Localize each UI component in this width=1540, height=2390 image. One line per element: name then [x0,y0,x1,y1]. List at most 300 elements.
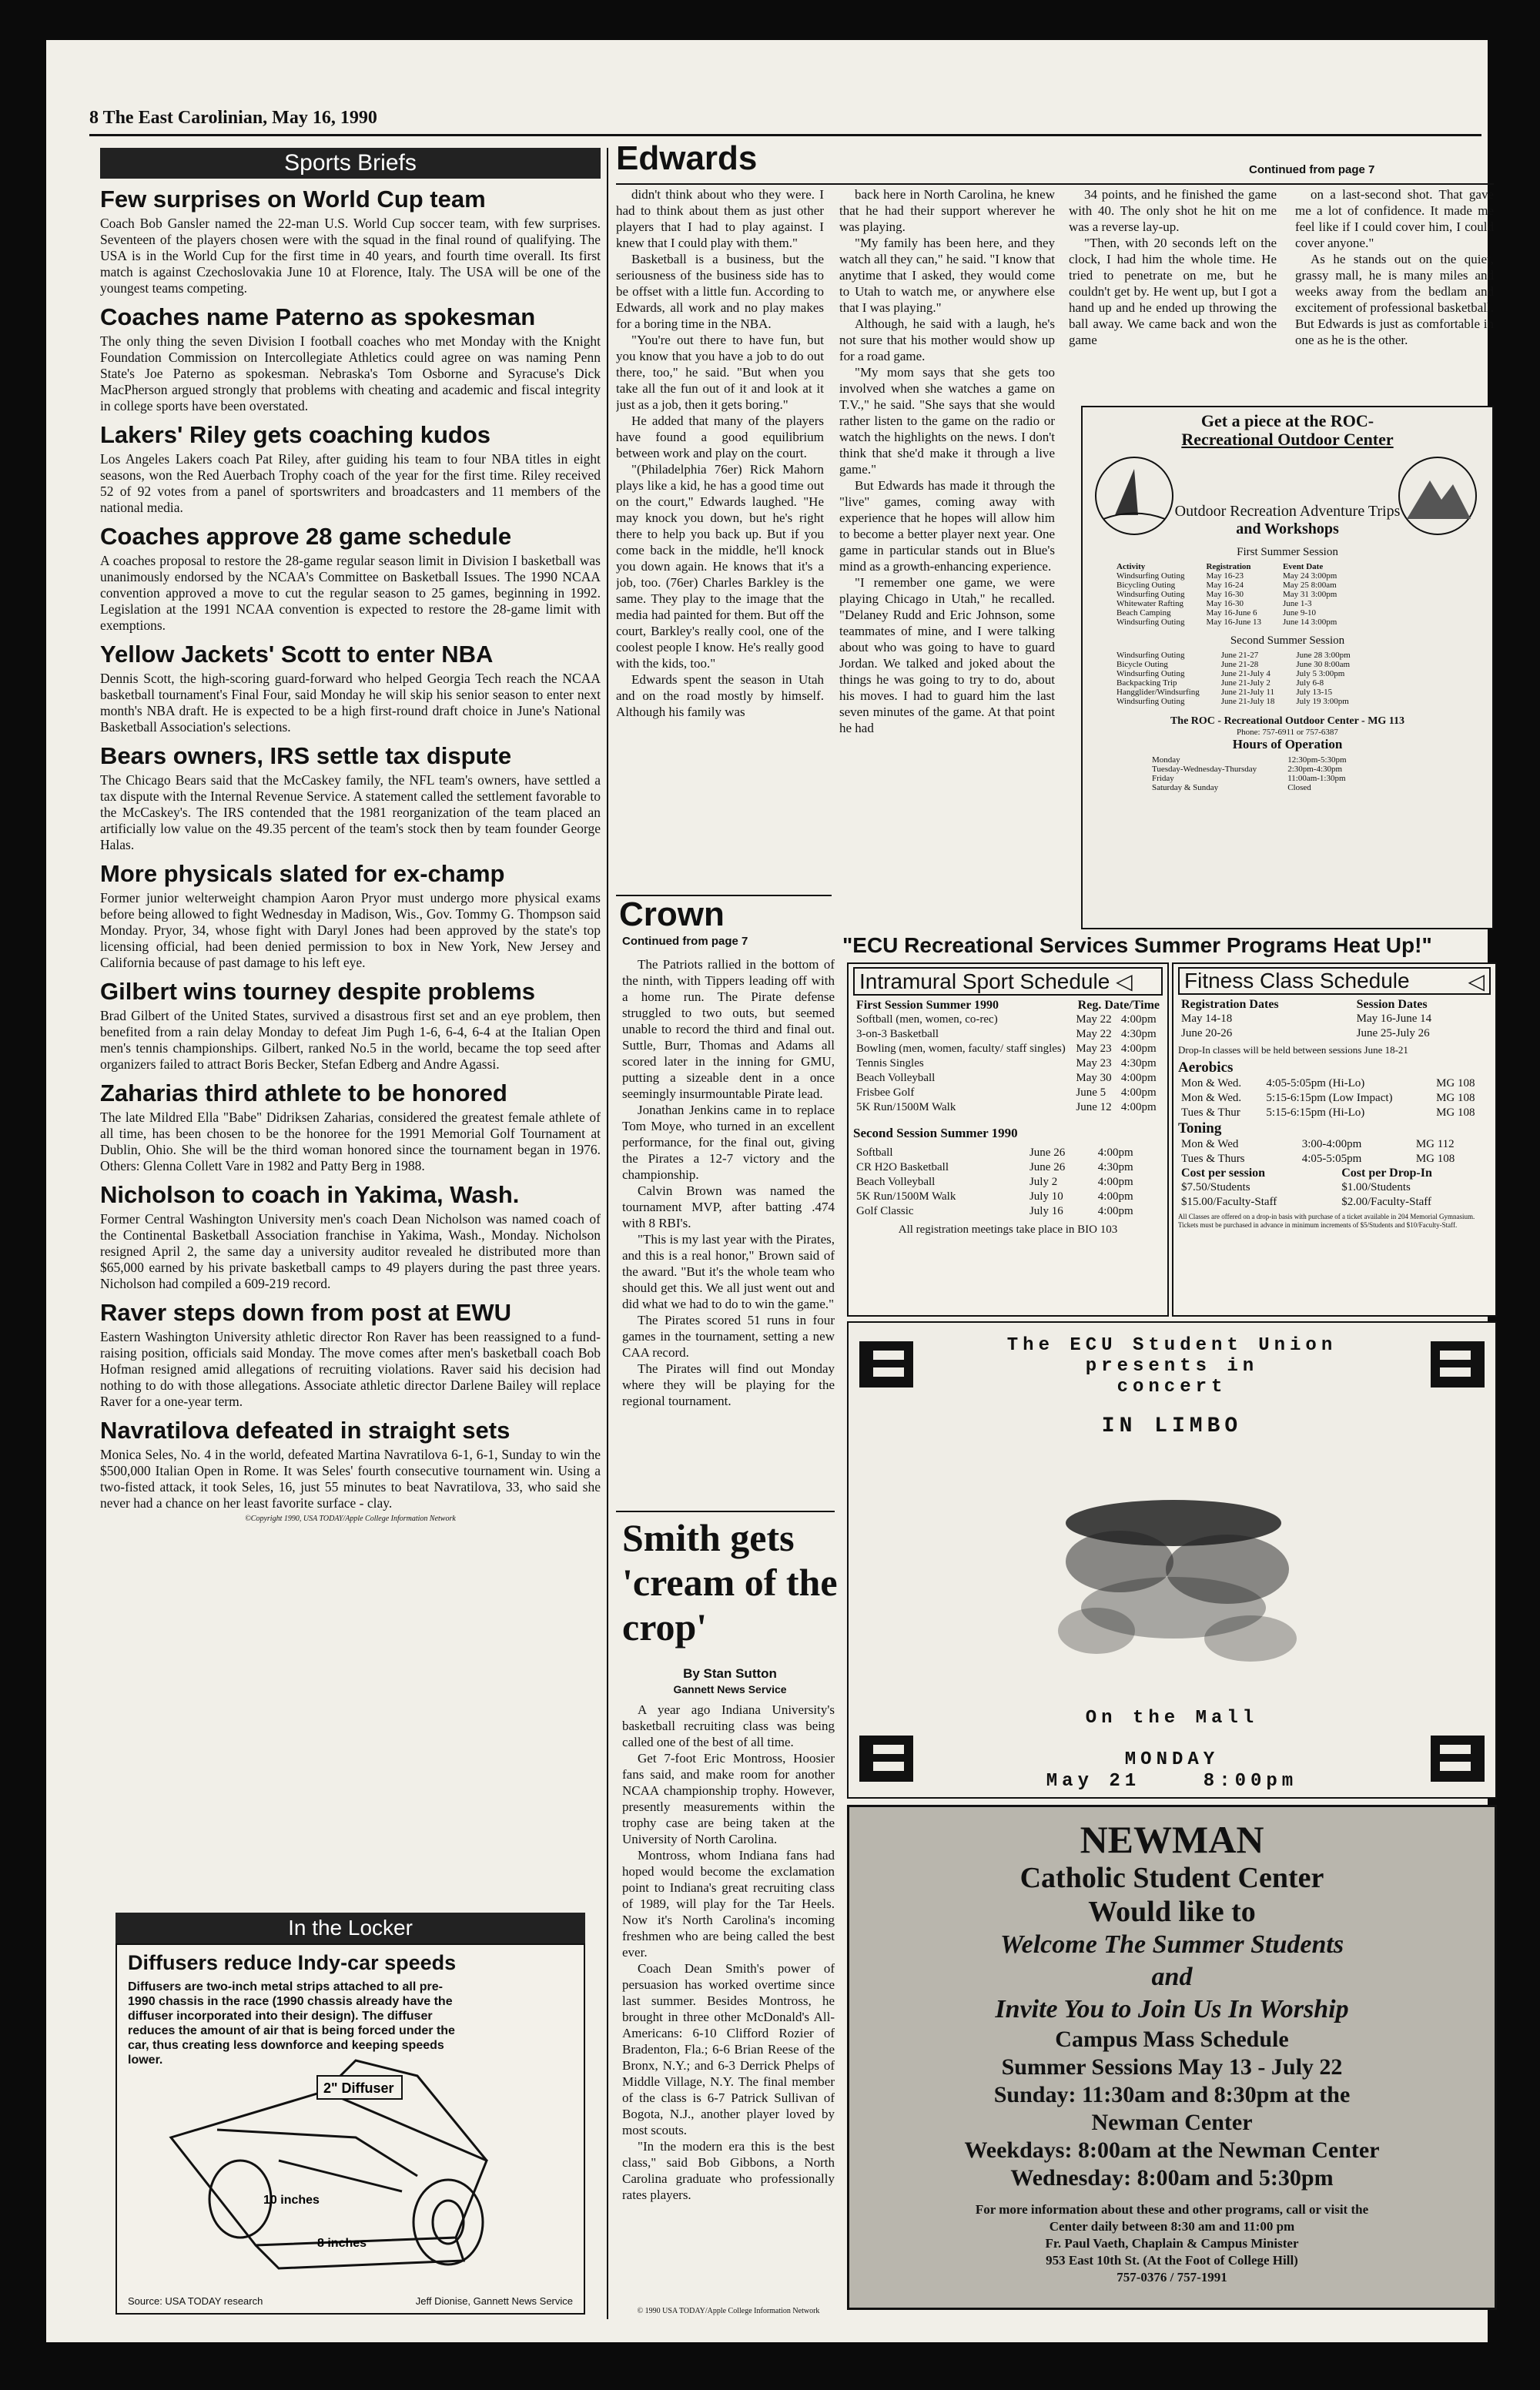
brief-body: Brad Gilbert of the United States, survived a disastrous first set and an eye problem, then benefited from a rain delay Monday to defeat Jim Pugh 1-6, 6-4, 6-4 at the Italian Open men's tennis championships. Gilbert, ranked No.5 in the world, became the top seed after organizers failed to attract Boris Becker, Stefan Edberg and Andre Agassi. [100,1008,601,1072]
table-cell: June 25-July 26 [1356,1027,1430,1039]
table-cell: 4:30pm [1120,1028,1157,1040]
top-rule [89,134,1481,136]
story-paragraph: "My family has been here, and they watch all they can," he said. "I know that anytime that I asked, they would come to Utah to watch me, or anywhere else that I was playing." [839,236,1055,315]
newman-line-6: Campus Mass Schedule [1055,2027,1289,2052]
table-row [1106,599,1348,608]
sailboat-icon [1092,454,1177,538]
roc-col-header: Event Date [1282,562,1324,571]
table-cell: June 21-28 [1220,660,1259,669]
concert-date-time [849,1771,1495,1792]
newspaper-page [46,40,1494,2342]
table-row [1106,618,1348,627]
table-row [853,1160,1163,1175]
roc-phone: Phone: 757-6911 or 757-6387 [1237,728,1338,737]
table-cell: May 14-18 [1181,1013,1233,1025]
story-paragraph: The Patriots rallied in the bottom of the ninth, with Tippers leading off with a home run. The Pirate defense struggled to two outs, but seemed unable to record the third and final out. Suttle, Burr, Thomas and Adams all scored later in the inning for GMU, putting a sizeable dent in a once seemingly insurmountable Pirate lead. [622,957,835,1101]
triangle-left-icon: ◁ [1468,969,1485,993]
brief-headline: Nicholson to coach in Yakima, Wash. [100,1181,520,1208]
newman-line-1: Catholic Student Center [1019,1862,1324,1894]
table-row [1178,1152,1491,1167]
story-paragraph: A year ago Indiana University's basketball recruiting class was being called one of the best of all time. [622,1702,835,1749]
table-cell: Mon & Wed. [1181,1092,1242,1104]
brief-body: Coach Bob Gansler named the 22-man U.S. World Cup soccer team, with few surprises. Seventeen of the players chosen were with the squad in the final round of qualifying. The USA is in the World Cup for the first time in 40 years, and fourth time overall. Its first match is against Czechoslovakia June 10 at Florence, Italy. The USA will be one of the youngest teams competing. [100,216,601,296]
table-cell: $15.00/Faculty-Staff [1181,1196,1277,1208]
table-cell: Windsurfing Outing [1116,669,1185,678]
crown-continued: Continued from page 7 [622,935,748,948]
table-row [1178,1076,1491,1091]
intramural-title [853,967,1163,996]
table-cell: May 24 3:00pm [1282,571,1337,581]
table-cell: June 9-10 [1282,608,1317,618]
brief-item [100,1300,601,1410]
newman-line-16: 757-0376 / 757-1991 [1116,2270,1227,2285]
brief-item [100,422,601,516]
brief-headline: Navratilova defeated in straight sets [100,1417,511,1444]
table-cell: 3-on-3 Basketball [856,1028,939,1040]
brief-body: The Chicago Bears said that the McCaskey family, the NFL team's owners, have settled a tax dispute with the Internal Revenue Service. A statement called the settlement favorable to the McCaskey's. The IRS contended that the 1981 reorganization of the team placed an artificially low value on the 49.35 percent of the team's stock then by team founder George Halas. [100,772,601,852]
table-cell: June 21-July 4 [1220,669,1270,678]
story-paragraph: Coach Dean Smith's power of persuasion has worked overtime since last summer. Besides Montross, he brought in three other McDonald's All-Americans: 6-10 Clifford Rozier of Bradenton, Fla.; 6-6 Brian Reese of the Bronx, N.Y.; and 6-3 Derrick Phelps of Middle Village, N.Y. The final member of the class is 6-7 Patrick Sullivan of Bogota, N.J., another player loved by most scouts. [622,1961,835,2137]
table-cell: $1.00/Students [1341,1181,1411,1193]
table-cell: June 21-27 [1220,651,1259,660]
table-cell: 5:15-6:15pm (Low Impact) [1266,1092,1393,1104]
ecu-banner: "ECU Recreational Services Summer Programs Heat Up!" [842,933,1432,957]
table-cell: June 21-July 11 [1220,688,1274,697]
fitness-reg-head: Registration Dates [1181,998,1279,1011]
table-cell: 4:00pm [1120,1086,1157,1099]
locker-header: In the Locker [116,1913,585,1943]
table-cell: June 26 [1029,1146,1066,1159]
table-cell: May 23 [1076,1043,1112,1055]
story-paragraph: Montross, whom Indiana fans had hoped would become the exclamation point to Indiana's great recruiting class of 1989, will play for the Tar Heels. Now it's North Carolina's incoming freshmen who are being called the best ever. [622,1848,835,1960]
fitness-box [1172,962,1497,1317]
table-cell: Mon & Wed. [1181,1077,1242,1090]
story-paragraph: "(Philadelphia 76er) Rick Mahorn plays like a kid, he has a good time out on the court," Edwards laughed. "He may knock you down, but he's right there to help you back up. But if you come back in the middle, he'll knock you down again. He knows that it's a job, too. (76er) Charles Barkley is the same. They play to the image that the media had painted for them. But off the court, Barkley's really cool, one of the coolest people I know. He's really good with the kids, too." [616,462,824,671]
story-paragraph: As he stands out on the quiet, grassy mall, he is many miles and weeks away from the bedlam and excitement of professional basketball. But Edwards is just as comfortable in one as he is the other. [1295,252,1494,347]
brief-headline: Yellow Jackets' Scott to enter NBA [100,641,494,668]
intramural-table-1 [853,999,1163,1115]
table-cell: Tues & Thurs [1181,1153,1245,1165]
brief-body: Former Central Washington University men's coach Dean Nicholson was named coach of the Continental Basketball Association franchise in Yakima, Wash., Monday. Nicholson resigned April 2, the same day a university auditor revealed he distributed more than $65,000 earned by his private basketball camps to 49 players during the past three years. Nicholson had compiled a 609-219 record. [100,1211,601,1291]
brief-body: The late Mildred Ella "Babe" Didriksen Zaharias, considered the greatest female athlete of all time, has been chosen to be the honoree for the 1991 Memorial Golf Tournament at Dublin, Ohio. She will be the third woman honored since the tournament began in 1976. Others: Glenna Collett Vare in 1982 and Patty Berg in 1988. [100,1110,601,1173]
brief-headline: Few surprises on World Cup team [100,186,486,213]
story-paragraph: didn't think about who they were. I had to think about them as just other players that I had to play against. I knew that I could play with them." [616,187,824,250]
concert-line-3: concert [1116,1377,1227,1398]
brief-headline: Raver steps down from post at EWU [100,1299,511,1326]
table-row [1178,1026,1491,1041]
brief-item [100,1080,601,1174]
fitness-title [1178,967,1491,995]
table-cell: July 5 3:00pm [1296,669,1345,678]
intramural-box [847,962,1169,1317]
intramural-table-2 [853,1146,1163,1219]
table-cell: Bowling (men, women, faculty/ staff singles) [856,1043,1066,1055]
story-paragraph: "My mom says that she gets too involved when she watches a game on T.V.," he said. "She says that she would rather listen to the game on the radio or watch the highlights on the news. I don't think that she'd make it through a live game." [839,365,1055,477]
newman-line-3: Welcome The Summer Students [999,1930,1344,1959]
story-paragraph: Edwards spent the season in Utah and on the road mostly by himself. Although his family was [616,672,824,719]
table-cell: MG 108 [1436,1092,1475,1104]
table-row [1106,608,1348,618]
table-cell: May 16-30 [1206,590,1244,599]
newman-line-9: Newman Center [1091,2110,1253,2135]
table-cell: Whitewater Rafting [1116,599,1184,608]
table-cell: June 30 8:00am [1296,660,1351,669]
brief-body: Los Angeles Lakers coach Pat Riley, after guiding his team to four NBA titles in eight seasons, won the Red Auerbach Trophy coach of the year for the first time. Riley received 52 of 92 votes from a panel of sportswriters and broadcasters and 11 members of the national media. [100,451,601,515]
table-cell: June 21-July 18 [1220,697,1275,706]
band-photo-illustration [1027,1477,1320,1677]
newman-line-13: Center daily between 8:30 am and 11:00 pm [1049,2219,1295,2234]
story-paragraph: back here in North Carolina, he knew that he had their support wherever he was playing. [839,187,1055,234]
brief-headline: Coaches approve 28 game schedule [100,523,512,550]
locker-graphic [116,1943,585,2315]
fitness-cost-table [1178,1167,1491,1210]
fitness-aerobics-table [1178,1076,1491,1120]
brief-item [100,186,601,296]
story-paragraph: Get 7-foot Eric Montross, Hoosier fans said, and make room for another NCAA championship trophy. However, presently measurements within the trophy case are being taken at the University of North Carolina. [622,1751,835,1846]
story-paragraph: He added that many of the players have found a good equilibrium between work and play on the court. [616,413,824,460]
concert-line-1: The ECU Student Union [1006,1335,1337,1356]
roc-hours-title: Hours of Operation [1232,737,1343,751]
fitness-drop-head: Cost per Drop-In [1341,1167,1432,1180]
newman-line-8: Sunday: 11:30am and 8:30pm at the [993,2082,1351,2107]
table-cell: Friday [1152,774,1174,783]
table-cell: May 31 3:00pm [1282,590,1337,599]
table-cell: June 28 3:00pm [1296,651,1351,660]
brief-item [100,1418,601,1511]
table-cell: 3:00-4:00pm [1301,1138,1362,1150]
table-row [1178,1091,1491,1106]
brief-item [100,743,601,853]
student-union-logo-icon [1418,1334,1488,1395]
edwards-col-1 [616,186,824,887]
table-cell: Windsurfing Outing [1116,697,1185,706]
folio: 8 The East Carolinian, May 16, 1990 [89,108,377,128]
table-cell: July 2 [1029,1176,1058,1188]
table-row [1106,688,1361,697]
table-cell: MG 108 [1415,1153,1455,1165]
table-cell: 12:30pm-5:30pm [1287,755,1347,765]
mountain-icon [1395,454,1480,538]
roc-footer: The ROC - Recreational Outdoor Center - MG 113 [1170,715,1405,727]
intramural-title-text: Intramural Sport Schedule [859,969,1110,993]
smith-service: Gannett News Service [673,1683,787,1695]
brief-headline: Lakers' Riley gets coaching kudos [100,421,490,448]
concert-line-2: presents in [1085,1356,1259,1377]
table-cell: July 13-15 [1296,688,1333,697]
table-cell: 4:30pm [1097,1161,1133,1173]
table-cell: 5K Run/1500M Walk [856,1101,956,1113]
concert-date: May 21 [1046,1771,1141,1792]
table-cell: June 12 [1076,1101,1112,1113]
label-8-inches: 8 inches [317,2237,367,2250]
smith-credit: © 1990 USA TODAY/Apple College Information Network [637,2307,820,2315]
story-paragraph: "You're out there to have fun, but you know that you have a job to do out there, too," he said. "But when you take all the fun out of it and look at it just as a job, then it gets boring." [616,333,824,412]
diffuser-label: 2" Diffuser [323,2080,394,2096]
table-cell: Mon & Wed [1181,1138,1239,1150]
roc-sub-2: and Workshops [1236,521,1339,537]
table-row [1137,765,1362,774]
fitness-toning-table [1178,1137,1491,1167]
concert-time: 8:00pm [1203,1771,1298,1792]
table-cell: CR H2O Basketball [856,1161,949,1173]
table-cell: July 19 3:00pm [1296,697,1349,706]
brief-body: Eastern Washington University athletic director Ron Raver has been reassigned to a fund-raising position, officials said Monday. The move comes after men's basketball coach Bob Hofman resigned amid allegations of recruiting violations. Raver said his decision had nothing to do with those allegations. Associate athletic director Darlene Bailey will replace Raver for a one-year term. [100,1329,601,1409]
table-cell: 4:00pm [1097,1205,1133,1217]
edwards-col-2 [839,186,1055,887]
locker-text: Diffusers are two-inch metal strips attached to all pre-1990 chassis in the race (1990 chassis already have the diffuser incorporated into their design). The diffuser reduces the amount of air that is being forced under the car, thus creating less downforce and keeping speeds lower. [128,1980,455,2067]
table-cell: May 16-June 13 [1206,618,1261,627]
brief-headline: Gilbert wins tourney despite problems [100,978,535,1005]
brief-body: Dennis Scott, the high-scoring guard-forward who helped Georgia Tech reach the NCAA basketball tournament's Final Four, said Monday he will skip his senior season to enter next month's NBA draft. He is expected to be a high first-round draft choice in June's National Basketball Association's selections. [100,671,601,735]
brief-body: Monica Seles, No. 4 in the world, defeated Martina Navratilova 6-1, 6-1, Sunday to win the $500,000 Italian Open in Rome. It was Seles' fourth consecutive tournament win. Using a two-fisted attack, it took Seles, 16, just 55 minutes to beat Navratilova, 33, who said she never had a chance on her least favorite surface - clay. [100,1447,601,1511]
story-paragraph: "I remember one game, we were playing Chicago in Utah," he recalled. "Delaney Rudd and Eric Johnson, some teammates of mine, and I were talking about who was going to have to guard Jordan. We talked and joked about the things he was going to try to do, about his moves. I had to guard him the last seven minutes of the game. At that point he had [839,575,1055,735]
roc-col-header: Registration [1206,562,1251,571]
table-cell: 11:00am-1:30pm [1287,774,1346,783]
concert-day: MONDAY [1124,1749,1220,1770]
edwards-continued: Continued from page 7 [1249,163,1375,176]
fitness-toning: Toning [1178,1120,1222,1136]
story-paragraph: The Pirates scored 51 runs in four games in the tournament, setting a new CAA record. [622,1313,835,1360]
brief-item [100,861,601,971]
concert-where: On the Mall [1085,1708,1259,1729]
table-row [853,1027,1163,1042]
table-row [1178,1195,1491,1210]
brief-headline: Coaches name Paterno as spokesman [100,303,536,330]
story-paragraph: "In the modern era this is the best class," said Bob Gibbons, a North Carolina graduate who professionally rates players. [622,2139,835,2202]
table-cell: Windsurfing Outing [1116,571,1185,581]
smith-body [622,1702,835,2302]
edwards-rule [616,183,1494,185]
brief-item [100,979,601,1073]
brief-headline: Zaharias third athlete to be honored [100,1080,507,1106]
roc-hours-table [1137,755,1362,792]
table-cell: Beach Camping [1116,608,1171,618]
table-cell: May 22 [1076,1013,1112,1026]
smith-byline: By Stan Sutton [683,1666,777,1681]
story-paragraph: Jonathan Jenkins came in to replace Tom Moye, who turned in an excellent performance, for the final out, giving the Pirates a 12-7 victory and the championship. [622,1103,835,1182]
table-cell: June 26 [1029,1161,1066,1173]
table-cell: July 16 [1029,1205,1063,1217]
table-cell: May 16-30 [1206,599,1244,608]
table-row [853,1086,1163,1100]
roc-first-session: First Summer Session [1237,546,1338,558]
story-paragraph: Although, he said with a laugh, he's not sure that his mother would show up for a road game. [839,316,1055,363]
table-cell: Softball [856,1146,893,1159]
table-row [853,1013,1163,1027]
table-cell: Softball (men, women, co-rec) [856,1013,998,1026]
table-cell: 4:00pm [1120,1101,1157,1113]
table-row [853,1042,1163,1056]
table-row [1106,571,1348,581]
sports-briefs-header: Sports Briefs [100,148,601,179]
intramural-reg-head: Reg. Date/Time [1077,999,1160,1012]
roc-col-header: Activity [1116,562,1146,571]
table-cell: Bicycle Outing [1116,660,1168,669]
story-paragraph: 34 points, and he finished the game with 40. The only shot he hit on me was a reverse lay-up. [1069,187,1277,234]
table-row [1106,660,1361,669]
table-cell: Beach Volleyball [856,1176,936,1188]
fitness-fine: All Classes are offered on a drop-in basis with purchase of a ticket available in 204 Memorial Gymnasium. Tickets must be purchased in advance in minimum increments of $5/Students and $10/Faculty-Staff. [1178,1213,1475,1229]
table-cell: $7.50/Students [1181,1181,1250,1193]
table-cell: Saturday & Sunday [1152,783,1219,792]
table-row [1106,669,1361,678]
table-row [1106,581,1348,590]
table-cell: Windsurfing Outing [1116,651,1185,660]
table-cell: May 16-June 6 [1206,608,1257,618]
story-paragraph: The Pirates will find out Monday where they will be playing for the regional tournament. [622,1361,835,1408]
table-cell: 4:00pm [1120,1013,1157,1026]
table-cell: $2.00/Faculty-Staff [1341,1196,1432,1208]
table-row [1178,1137,1491,1152]
crown-headline: Crown [619,895,725,933]
table-cell: June 21-July 2 [1220,678,1270,688]
newman-line-15: 953 East 10th St. (At the Foot of College Hill) [1046,2253,1298,2268]
fitness-reg-table [1178,998,1491,1041]
brief-body: Former junior welterweight champion Aaron Pryor must undergo more physical exams before being allowed to fight Wednesday in Madison, Wis., Gov. Tommy G. Thompson said Monday. Pryor, 34, whose fight with Daryl Jones had been approved by the state's top licensing official, had been denied permission to box in New York, New Jersey and California because of past damage to his left eye. [100,890,601,970]
table-cell: 4:05-5:05pm [1301,1153,1362,1165]
brief-item [100,304,601,414]
table-cell: 5:15-6:15pm (Hi-Lo) [1266,1106,1365,1119]
briefs-credit: ©Copyright 1990, USA TODAY/Apple College Information Network [245,1515,456,1523]
table-cell: Tennis Singles [856,1057,924,1069]
smith-headline: Smith gets 'cream of the crop' [622,1516,838,1649]
concert-ad [847,1321,1497,1799]
roc-table-1 [1106,562,1348,627]
table-cell: June 1-3 [1282,599,1312,608]
newman-line-11: Wednesday: 8:00am and 5:30pm [1010,2165,1334,2191]
table-cell: May 22 [1076,1028,1112,1040]
brief-body: The only thing the seven Division I football coaches who met Monday with the Knight Foundation Commission on Intercollegiate Athletics could agree on was naming Penn State's Joe Paterno as spokesman. Nebraska's Tom Osborne and Syracuse's Dick MacPherson argued strongly that problems with cheating and academic and fiscal integrity in college sports have been overstated. [100,333,601,413]
table-cell: 4:00pm [1097,1176,1133,1188]
brief-body: A coaches proposal to restore the 28-game regular season limit in Division I basketball was unanimously endorsed by the NCAA's Committee on Basketball Issues. The 1990 NCAA convention approved a move to cut the regular season to 25 games, beginning in 1992. Legislation at the 1991 NCAA convention is expected to restore the 28-game limit with exemptions. [100,553,601,633]
intramural-note: All registration meetings take place in BIO 103 [898,1223,1118,1236]
label-10-inches: 10 inches [263,2194,320,2207]
table-cell: 4:00pm [1097,1190,1133,1203]
smith-rule [616,1511,835,1512]
table-row [1178,1012,1491,1026]
story-paragraph: on a last-second shot. That gave me a lot of confidence. It made me feel like if I could cover him, I could cover anyone." [1295,187,1494,250]
story-paragraph: "Then, with 20 seconds left on the clock, I had him the whole time. He tried to penetrate on me, but he couldn't get by. He went up, but I got a hand up and he ended up throwing the ball away. We came back and won the game [1069,236,1277,347]
table-cell: 4:30pm [1120,1057,1157,1069]
table-cell: 4:00pm [1120,1072,1157,1084]
locker-source: Source: USA TODAY research [128,2295,263,2307]
table-row [1106,678,1361,688]
table-cell: June 5 [1076,1086,1106,1099]
brief-headline: Bears owners, IRS settle tax dispute [100,742,512,769]
table-cell: Beach Volleyball [856,1072,936,1084]
table-cell: Tuesday-Wednesday-Thursday [1152,765,1257,774]
column-divider [607,148,608,2319]
table-cell: May 23 [1076,1057,1112,1069]
table-row [1137,783,1362,792]
locker-title: Diffusers reduce Indy-car speeds [128,1951,457,1974]
locker-artist: Jeff Dionise, Gannett News Service [415,2295,573,2307]
table-row [853,1190,1163,1204]
table-cell: 2:30pm-4:30pm [1287,765,1343,774]
table-row [1137,774,1362,783]
table-cell: Monday [1152,755,1180,765]
story-paragraph: Basketball is a business, but the seriousness of the business side has to be offset with a little fun. According to Edwards, all work and no play makes for a boring time in the NBA. [616,252,824,331]
table-cell: Windsurfing Outing [1116,618,1185,627]
briefs-list [100,186,601,1511]
newman-line-2: Would like to [1088,1896,1256,1928]
table-cell: 5K Run/1500M Walk [856,1190,956,1203]
table-cell: MG 112 [1415,1138,1455,1150]
fitness-cost-head: Cost per session [1181,1167,1266,1180]
table-cell: May 16-24 [1206,581,1244,590]
newman-line-14: Fr. Paul Vaeth, Chaplain & Campus Minister [1045,2236,1299,2251]
table-row [1106,590,1348,599]
indy-car-diagram [125,2045,571,2276]
table-cell: May 25 8:00am [1282,581,1337,590]
table-row [1178,1106,1491,1120]
crown-body [622,956,835,1511]
fitness-aerobics: Aerobics [1178,1059,1234,1076]
table-cell: Bicycling Outing [1116,581,1176,590]
table-cell: MG 108 [1436,1106,1475,1119]
table-row [853,1204,1163,1219]
roc-title-1: Get a piece at the ROC- [1200,411,1374,430]
table-cell: 4:05-5:05pm (Hi-Lo) [1266,1077,1365,1090]
table-row [853,1175,1163,1190]
table-cell: July 6-8 [1296,678,1324,688]
fitness-dropin: Drop-In classes will be held between sessions June 18-21 [1178,1044,1408,1056]
table-row [853,1146,1163,1160]
table-cell: 4:00pm [1097,1146,1133,1159]
fitness-ses-head: Session Dates [1356,998,1428,1011]
table-row [1137,755,1362,765]
table-cell: May 30 [1076,1072,1112,1084]
student-union-logo-icon [856,1334,926,1395]
sports-briefs-column [100,148,601,1911]
table-cell: June 14 3:00pm [1282,618,1337,627]
brief-item [100,524,601,634]
table-row [853,1056,1163,1071]
edwards-col-4 [1295,186,1494,394]
table-row [1106,651,1361,660]
table-row [853,1071,1163,1086]
table-row [1178,1180,1491,1195]
concert-band: IN LIMBO [1101,1414,1243,1438]
table-cell: Golf Classic [856,1205,914,1217]
table-row [853,1100,1163,1115]
newman-line-5: Invite You to Join Us In Worship [995,1995,1349,2023]
fitness-title-text: Fitness Class Schedule [1184,969,1410,992]
story-paragraph: But Edwards has made it through the "live" games, coming away with experience that he hopes will allow him to become a better player next year. One game in particular stands out in Blue's mind as a growth-enhancing experience. [839,478,1055,574]
roc-sub-1: Outdoor Recreation Adventure Trips [1174,503,1401,520]
table-cell: May 16-June 14 [1356,1013,1432,1025]
story-paragraph: "This is my last year with the Pirates, and this is a real honor," Brown said of the award. "But it's the whole team who should get this. We all just went out and did what we had to do to win the game." [622,1232,835,1311]
table-cell: Tues & Thur [1181,1106,1240,1119]
table-cell: Closed [1287,783,1311,792]
roc-ad [1081,406,1494,929]
newman-title: NEWMAN [1080,1818,1264,1861]
story-paragraph: Calvin Brown was named the tournament MVP, after batting .474 with 8 RBI's. [622,1183,835,1230]
table-cell: June 20-26 [1181,1027,1233,1039]
newman-line-10: Weekdays: 8:00am at the Newman Center [964,2137,1380,2163]
newman-line-12: For more information about these and other programs, call or visit the [975,2202,1369,2217]
in-the-locker [116,1913,585,2321]
edwards-col-3 [1069,186,1277,394]
roc-title-2: Recreational Outdoor Center [1181,430,1394,449]
table-cell: Backpacking Trip [1116,678,1177,688]
table-row [1106,697,1361,706]
triangle-left-icon: ◁ [1116,969,1133,993]
brief-headline: More physicals slated for ex-champ [100,860,505,887]
edwards-headline: Edwards [616,139,758,177]
roc-table-2 [1106,651,1361,706]
table-cell: Windsurfing Outing [1116,590,1185,599]
